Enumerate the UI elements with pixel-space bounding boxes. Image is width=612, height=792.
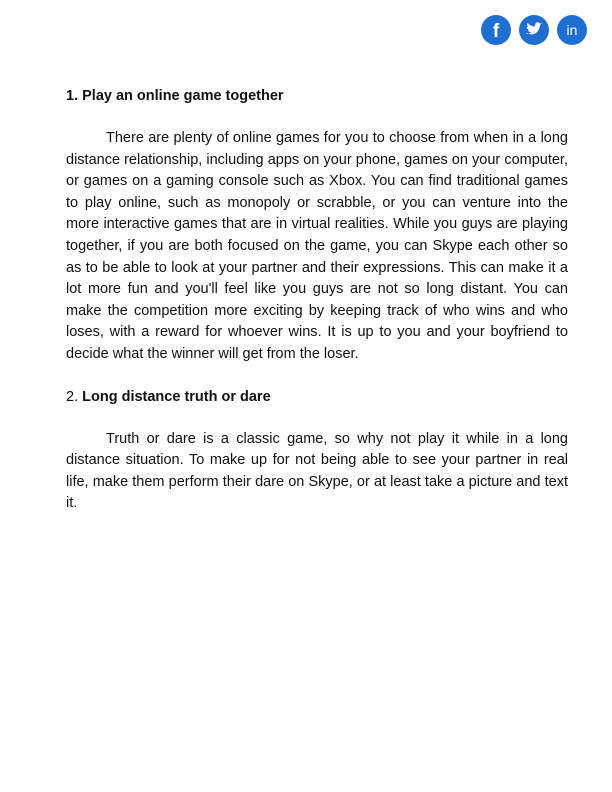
section-1-heading <box>66 86 568 106</box>
section-1-number: 1. <box>66 88 79 104</box>
svg-text:in: in <box>566 22 578 38</box>
section-2-heading <box>66 387 568 407</box>
social-links <box>481 15 587 45</box>
article <box>66 86 568 515</box>
linkedin-icon[interactable] <box>557 15 587 45</box>
svg-text:f: f <box>492 21 500 42</box>
section-1-title: Play an online game together <box>82 88 284 104</box>
facebook-icon[interactable] <box>481 15 511 45</box>
twitter-icon[interactable] <box>519 15 549 45</box>
section-1-body: There are plenty of online games for you to choose from when in a long distance relationship, including apps on your phone, games on your computer, or games on a gaming console such as Xbox. You can find traditional games to play online, such as monopoly or scrabble, or you can venture into the more interactive games that are in virtual realities. While you guys are playing together, if you are both focused on the game, you can Skype each other so as to be able to look at your partner and their expressions. This can make it a lot more fun and you'll feel like you guys are not so long distant. You can make the competition more exciting by keeping track of who wins and who loses, with a reward for whoever wins. It is up to you and your boyfriend to decide what the winner will get from the loser. <box>66 130 568 362</box>
section-2-body: Truth or dare is a classic game, so why not play it while in a long distance situation. To make up for not being able to see your partner in real life, make them perform their dare on Skype, or at least take a picture and text it. <box>66 430 568 512</box>
section-2-number: 2. <box>66 388 79 405</box>
section-2-title: Long distance truth or dare <box>82 388 271 405</box>
